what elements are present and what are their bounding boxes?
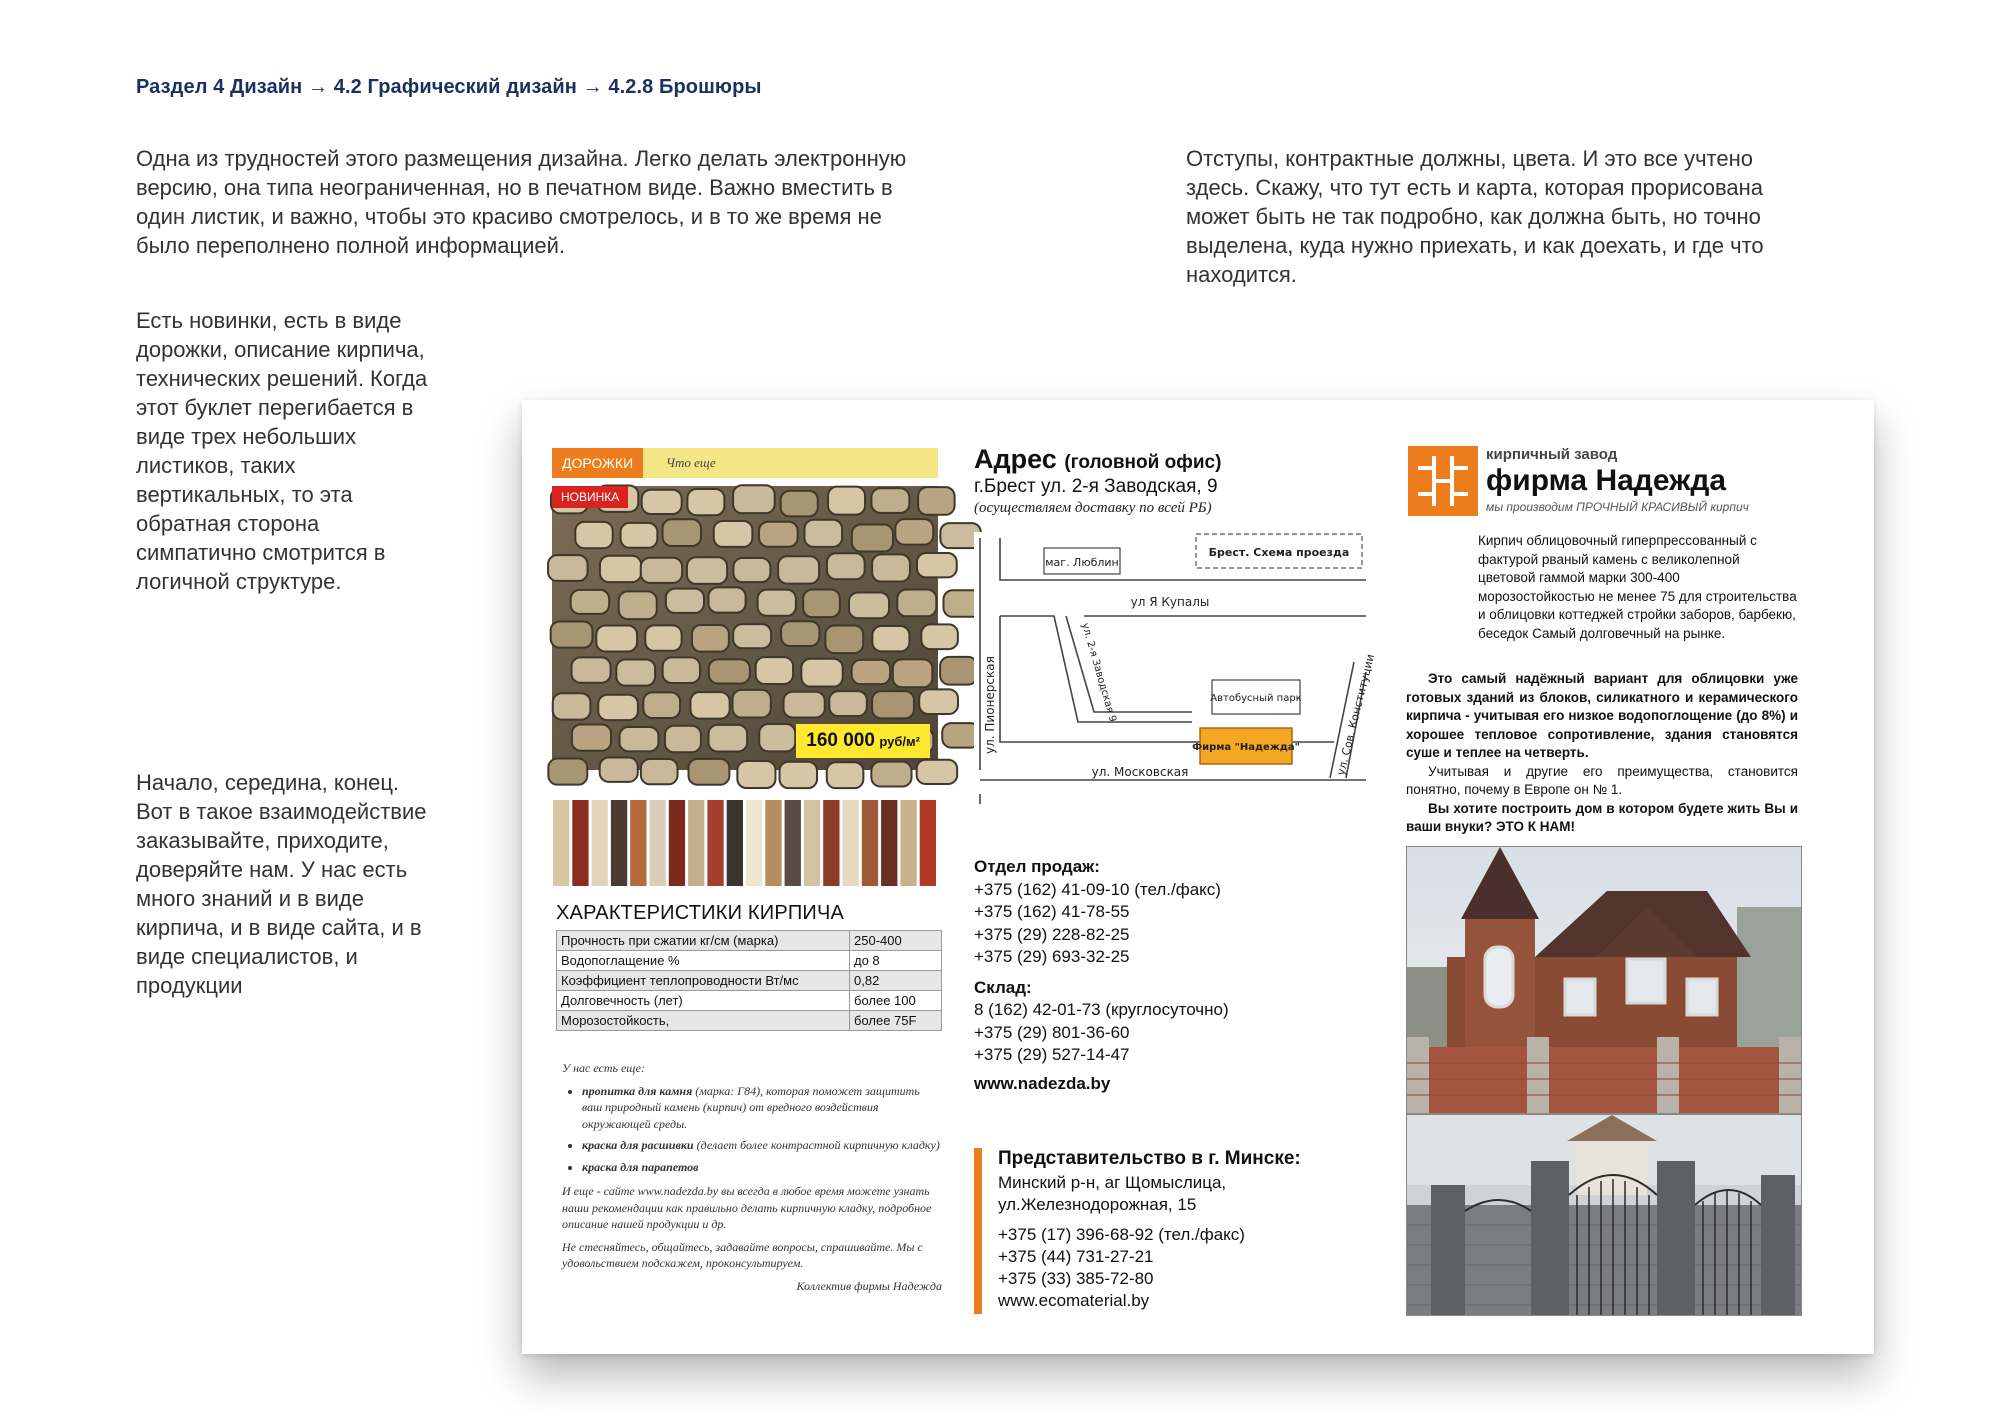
spec-value: более 100 — [850, 991, 942, 1011]
characteristics-title: ХАРАКТЕРИСТИКИ КИРПИЧА — [556, 902, 845, 924]
address-title — [974, 444, 1221, 475]
cobblestone — [572, 724, 611, 750]
notes-list — [582, 1083, 942, 1176]
contacts-block — [974, 856, 1229, 1095]
cobblestone — [596, 626, 637, 652]
map-label-konstitucii: ул. Сов. Конституции — [1334, 652, 1378, 777]
spec-value: 250-400 — [850, 931, 942, 951]
sales-phone: +375 (29) 228-82-25 — [974, 924, 1130, 944]
cobblestone — [872, 626, 909, 651]
cobblestone — [917, 553, 957, 577]
map-label-bus-park: Автобусный парк — [1210, 693, 1302, 704]
spec-name: Водопоглащение % — [557, 951, 850, 971]
cobblestone — [801, 659, 842, 687]
brick-swatch — [823, 800, 839, 886]
intro-right-paragraph: Отступы, контрактные должны, цвета. И это все учтено здесь. Скажу, что тут есть и карта, которая прорисована может быть не так подробно, как должна быть, но точно выделена, куда нужно приехать, и как доехать, и где что находится. — [1186, 146, 1764, 287]
cobblestone — [759, 522, 798, 547]
category-bar — [552, 448, 938, 478]
cobblestone — [600, 758, 638, 782]
side-top-paragraph: Есть новинки, есть в виде дорожки, описание кирпича, технических решений. Когда этот буклет перегибается в виде трех небольших листиков, таких вертикальных, то эта обратная сторона симпатично смотрится в логичной структуре. — [136, 308, 428, 594]
cobblestone — [825, 625, 863, 653]
map-legend: Брест. Схема проезда — [1208, 546, 1350, 559]
notes-item-title: краска для парапетов — [582, 1159, 699, 1174]
cobblestone — [733, 624, 771, 648]
notes-intro: У нас есть еще: — [562, 1061, 645, 1075]
pitch-regular: Учитывая и другие его преимущества, становится понятно, почему в Европе он № 1. — [1406, 763, 1798, 797]
cobblestone — [872, 691, 914, 718]
cobblestone — [663, 519, 701, 546]
brick-swatch — [669, 800, 685, 886]
notes-item-text: (марка: Г84), которая поможет защитить ваш природный камень (кирпич) от вредного воздействия окружающей среды. — [582, 1083, 920, 1131]
spec-name: Морозостойкость, — [557, 1011, 850, 1031]
brand-name: фирма Надежда — [1486, 464, 1727, 497]
map-label-zavodskaya: ул. 2-я Заводская 9 — [1079, 621, 1118, 724]
cobblestone — [666, 589, 704, 613]
spec-name: Прочность при сжатии кг/см (марка) — [557, 931, 850, 951]
notes-item-title: пропитка для камня — [582, 1083, 693, 1098]
cobblestone — [829, 691, 866, 716]
breadcrumb: Раздел 4 Дизайн → 4.2 Графический дизайн → 4.2.8 Брошюры — [136, 76, 762, 98]
cobblestone — [572, 657, 611, 682]
brick-swatch — [650, 800, 666, 886]
brick-swatch — [592, 800, 608, 886]
delivery-note: (осуществляем доставку по всей РБ) — [974, 500, 1212, 516]
cobblestone — [921, 624, 958, 649]
cobblestone — [827, 553, 865, 579]
cobblestone — [759, 724, 795, 751]
brick-swatch — [611, 800, 627, 886]
brand-caption: кирпичный завод — [1486, 446, 1618, 463]
cobblestone — [600, 556, 641, 582]
notes-paragraph: Не стесняйтесь, общайтесь, задавайте вопросы, спрашивайте. Мы с удовольствием подскажем, проконсультируем. — [562, 1239, 923, 1270]
table-row — [557, 991, 942, 1011]
cobblestone — [621, 523, 658, 548]
cobblestone — [642, 490, 682, 514]
spec-name: Долговечность (лет) — [557, 991, 850, 1011]
cobblestone — [872, 554, 910, 581]
brick-swatch — [707, 800, 723, 886]
cobblestone — [733, 485, 775, 513]
brick-swatch — [920, 800, 936, 886]
brick-swatch — [862, 800, 878, 886]
brick-swatch — [843, 800, 859, 886]
warehouse-phone: +375 (29) 527-14-47 — [974, 1045, 1130, 1064]
brand-slogan: мы производим ПРОЧНЫЙ КРАСИВЫЙ кирпич — [1486, 500, 1749, 514]
cobblestone — [871, 488, 909, 513]
map-label-kupaly: ул Я Купалы — [1130, 595, 1210, 609]
notes-block — [562, 1060, 942, 1300]
minsk-phone: +375 (17) 396-68-92 (тел./факс) — [998, 1225, 1245, 1244]
cobblestone — [852, 525, 893, 552]
cobblestone — [714, 521, 753, 547]
warehouse-phone: 8 (162) 42-01-73 (круглосуточно) — [974, 1000, 1229, 1019]
minsk-address-line: Минский р-н, аг Щомыслица, — [998, 1173, 1227, 1192]
list-item — [582, 1159, 942, 1176]
minsk-phone: +375 (33) 385-72-80 — [998, 1269, 1154, 1288]
cobblestone — [849, 592, 889, 618]
brick-swatch — [785, 800, 801, 886]
table-row — [557, 1011, 942, 1031]
cobblestone — [553, 693, 591, 719]
table-row — [557, 951, 942, 971]
notes-paragraph: И еще - сайте www.nadezda.by вы всегда в любое время можете узнать наши рекомендации как правильно делать кирпичную кладку, подробное описание нашей продукции и др. — [562, 1184, 932, 1231]
address-subheading: (головной офис) — [1064, 452, 1222, 473]
brick-swatch — [630, 800, 646, 886]
minsk-website: www.ecomaterial.by — [998, 1291, 1150, 1310]
intro-left-paragraph: Одна из трудностей этого размещения дизайна. Легко делать электронную версию, она типа неограниченная, но в печатном виде. Важно вместить в один листик, и важно, чтобы это красиво смотрелось, и в то же время не было переполнено полной информацией. — [136, 146, 907, 258]
brick-swatch — [553, 800, 569, 886]
address-line: г.Брест ул. 2-я Заводская, 9 — [974, 476, 1218, 497]
table-row — [557, 931, 942, 951]
minsk-phone: +375 (44) 731-27-21 — [998, 1247, 1154, 1266]
cobblestone — [571, 590, 609, 614]
address-heading: Адрес — [974, 444, 1057, 474]
cobblestone — [919, 689, 958, 714]
cobblestone — [804, 520, 842, 547]
cobblestone — [781, 491, 818, 517]
brick-swatch — [727, 800, 743, 886]
warehouse-phone: +375 (29) 801-36-60 — [974, 1022, 1130, 1042]
minsk-office-block — [974, 1148, 1354, 1314]
cobblestone — [756, 657, 793, 684]
list-item — [582, 1137, 942, 1154]
cobblestone — [598, 695, 638, 720]
cobblestone — [709, 659, 750, 683]
category-tag: ДОРОЖКИ — [552, 448, 643, 478]
warehouse-heading: Склад: — [974, 977, 1032, 997]
price-tag — [796, 724, 930, 758]
minsk-address-line: ул.Железнодорожная, 15 — [998, 1195, 1197, 1214]
cobblestone — [709, 725, 748, 752]
table-row — [557, 971, 942, 991]
spec-table — [556, 930, 942, 1031]
pitch-bold: Это самый надёжный вариант для облицовки уже готовых зданий из блоков, силикатного и керамического кирпича - учитывая его низкое водопоглощение (до 8%) и хорошее тепловое сопротивление, здания становятся суше и теплее на четверть. — [1406, 671, 1798, 760]
cobblestone — [548, 759, 587, 785]
paving-photo — [552, 486, 938, 770]
brand-logo-icon — [1408, 446, 1478, 516]
cobblestone — [917, 760, 958, 784]
price-value: 160 000 — [806, 730, 875, 751]
notes-signature: Коллектив фирмы Надежда — [796, 1278, 942, 1293]
cobblestone — [687, 489, 724, 515]
house-photo — [1406, 846, 1802, 1114]
spec-value: 0,82 — [850, 971, 942, 991]
cobblestone — [827, 762, 864, 788]
cobblestone — [781, 621, 819, 646]
cobblestone — [575, 522, 612, 548]
brick-swatch — [765, 800, 781, 886]
product-description: Кирпич облицовочный гиперпрессованный с фактурой рваный камень с великолепной цветовой гаммой марки 300-400 морозостойкостью не менее 75 для строительства и облицовки коттеджей стройки заборов, барбекю, беседок Самый долговечный на рынке. — [1478, 533, 1797, 641]
cobblestone — [688, 759, 729, 785]
cobblestone — [619, 591, 657, 619]
brick-swatch — [688, 800, 704, 886]
cobblestone — [708, 587, 745, 612]
brick-swatch — [900, 800, 916, 886]
brick-swatch — [881, 800, 897, 886]
cobblestone — [828, 487, 865, 515]
cobblestone — [645, 625, 681, 650]
minsk-heading: Представительство в г. Минске: — [998, 1148, 1301, 1169]
cobblestone — [758, 590, 796, 616]
map-label-pionerskaya: ул. Пионерская — [983, 656, 997, 754]
sales-phone: +375 (162) 41-78-55 — [974, 902, 1130, 921]
list-item — [582, 1083, 942, 1133]
cobblestone — [687, 557, 727, 584]
side-bottom-paragraph: Начало, середина, конец. Вот в такое взаимодействие заказывайте, приходите, доверяйте нам. У нас есть много знаний и в виде кирпича, и в виде сайта, и в виде специалистов, и продукции — [136, 770, 427, 998]
cobblestone — [643, 692, 680, 718]
cobblestone — [780, 762, 818, 788]
map-label-shop: маг. Люблин — [1045, 556, 1119, 569]
cobblestone — [641, 759, 678, 784]
fence-photo — [1406, 1114, 1802, 1316]
cobblestone — [852, 660, 890, 684]
cobblestone — [616, 659, 655, 685]
cobblestone — [918, 487, 954, 515]
cobblestone — [665, 726, 701, 752]
cobblestone — [784, 692, 825, 718]
notes-item-title: краска для расшивки — [582, 1138, 694, 1152]
cobblestone — [893, 659, 933, 687]
cobblestone — [641, 558, 682, 583]
cobblestone — [548, 555, 588, 581]
cobblestone — [733, 558, 770, 582]
cobblestone — [663, 657, 700, 683]
pitch-cta: Вы хотите построить дом в котором будете жить Вы и ваши внуки? ЭТО К НАМ! — [1406, 800, 1798, 834]
sales-phone: +375 (29) 693-32-25 — [974, 947, 1130, 966]
route-map — [974, 532, 1378, 842]
sales-pitch — [1406, 670, 1798, 837]
brick-swatch — [804, 800, 820, 886]
brick-swatch — [572, 800, 588, 886]
sales-heading: Отдел продаж: — [974, 857, 1100, 876]
map-label-moskovskaya: ул. Московская — [1091, 765, 1189, 779]
cobblestone — [620, 727, 659, 751]
sales-phone: +375 (162) 41-09-10 (тел./факс) — [974, 879, 1221, 899]
notes-item-text: (делает более контрастной кирпичную кладку) — [693, 1138, 940, 1152]
price-unit: руб/м² — [879, 734, 920, 749]
cobblestone — [940, 657, 977, 685]
cobblestone — [778, 556, 819, 583]
cobblestone — [690, 692, 729, 718]
cobblestone — [803, 590, 840, 618]
map-label-company: Фирма "Надежда" — [1192, 742, 1300, 753]
spec-value: до 8 — [850, 951, 942, 971]
spec-value: более 75F — [850, 1011, 942, 1031]
category-subtitle: Что еще — [666, 455, 716, 470]
new-badge: НОВИНКА — [552, 486, 628, 508]
spec-name: Коэффициент теплопроводности Вт/мс — [557, 971, 850, 991]
cobblestone — [692, 625, 729, 652]
cobblestone — [737, 761, 775, 788]
brick-swatch — [746, 800, 762, 886]
cobblestone — [897, 589, 936, 616]
cobblestone — [895, 519, 933, 544]
cobblestone — [551, 621, 593, 647]
cobblestone — [733, 690, 771, 718]
website-link: www.nadezda.by — [974, 1073, 1111, 1093]
brochure-sheet — [522, 400, 1874, 1354]
brick-swatches — [552, 796, 938, 888]
cobblestone — [871, 762, 911, 787]
